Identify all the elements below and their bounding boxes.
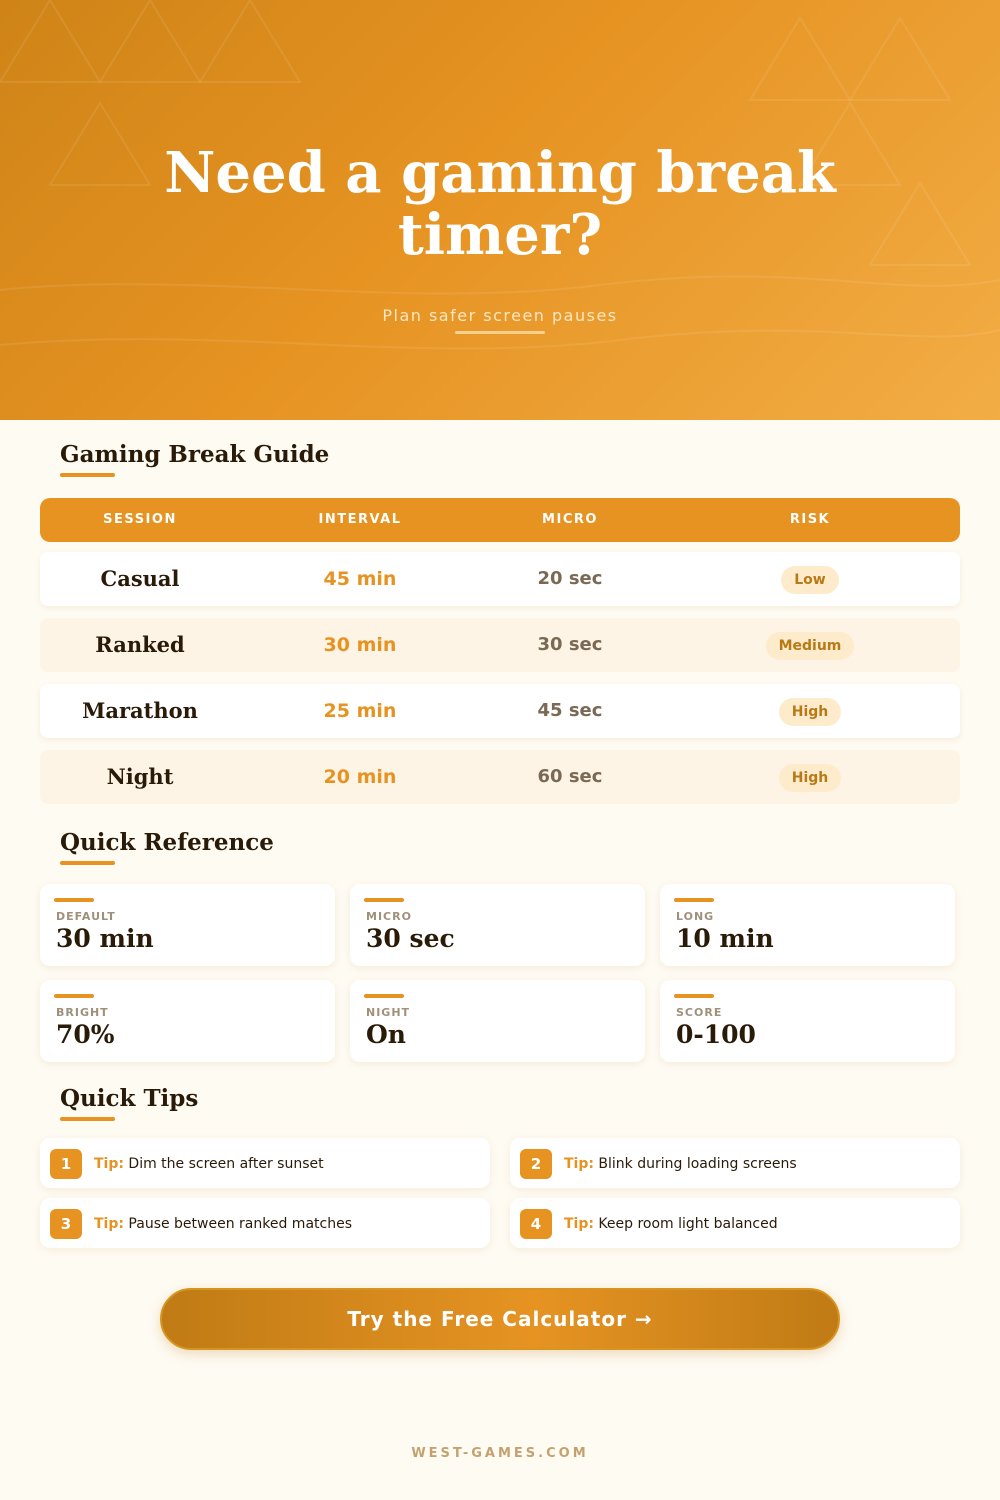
tip-prefix: Tip: — [94, 1216, 124, 1232]
tips-title-underline — [60, 1117, 115, 1121]
hero-subtitle: Plan safer screen pauses — [382, 306, 618, 325]
tip-body: Keep room light balanced — [598, 1216, 778, 1232]
tip-body: Dim the screen after sunset — [128, 1156, 324, 1172]
session-cell: Casual — [100, 566, 180, 591]
tip-number-badge: 2 — [520, 1149, 552, 1179]
hero-divider — [455, 331, 545, 334]
tip-number-badge: 4 — [520, 1209, 552, 1239]
card-label: LONG — [676, 910, 715, 923]
card-value: On — [366, 1020, 406, 1049]
risk-cell — [710, 618, 910, 672]
hero-title: Need a gaming break timer? — [164, 140, 836, 268]
reference-card-default — [40, 884, 335, 966]
tip-text — [564, 1138, 797, 1188]
card-accent-bar — [54, 994, 94, 998]
column-header-risk: RISK — [789, 512, 831, 527]
session-cell: Ranked — [95, 632, 185, 657]
card-label: NIGHT — [366, 1006, 411, 1019]
column-header-session: SESSION — [103, 512, 177, 527]
session-cell: Marathon — [82, 698, 198, 723]
table-row — [40, 684, 960, 738]
tip-text — [564, 1198, 778, 1248]
guide-table-header — [40, 498, 960, 542]
tips-title: Quick Tips — [60, 1085, 199, 1112]
tip-number-badge: 3 — [50, 1209, 82, 1239]
risk-badge: Low — [781, 566, 838, 594]
risk-cell — [710, 552, 910, 606]
card-value: 10 min — [676, 924, 774, 953]
interval-cell: 20 min — [323, 766, 397, 788]
guide-title: Gaming Break Guide — [60, 441, 330, 468]
guide-title-underline — [60, 473, 115, 477]
tip-item — [510, 1198, 960, 1248]
interval-cell: 25 min — [323, 700, 397, 722]
reference-title: Quick Reference — [60, 829, 274, 856]
risk-badge: Medium — [766, 632, 855, 660]
table-row — [40, 618, 960, 672]
card-accent-bar — [54, 898, 94, 902]
reference-card-score — [660, 980, 955, 1062]
card-label: BRIGHT — [56, 1006, 109, 1019]
tip-number-badge: 1 — [50, 1149, 82, 1179]
reference-title-underline — [60, 861, 115, 865]
reference-card-night — [350, 980, 645, 1062]
tip-item — [40, 1138, 490, 1188]
micro-cell: 60 sec — [537, 766, 603, 787]
card-value: 70% — [56, 1020, 115, 1049]
risk-badge: High — [779, 698, 842, 726]
column-header-interval: INTERVAL — [318, 512, 402, 527]
tip-body: Pause between ranked matches — [128, 1216, 352, 1232]
risk-cell — [710, 684, 910, 738]
card-value: 30 min — [56, 924, 154, 953]
card-label: DEFAULT — [56, 910, 116, 923]
table-row — [40, 552, 960, 606]
interval-cell: 30 min — [323, 634, 397, 656]
card-accent-bar — [674, 898, 714, 902]
tip-prefix: Tip: — [94, 1156, 124, 1172]
column-header-micro: MICRO — [542, 512, 598, 527]
card-value: 0-100 — [676, 1020, 756, 1049]
card-accent-bar — [364, 994, 404, 998]
micro-cell: 30 sec — [537, 634, 603, 655]
risk-badge: High — [779, 764, 842, 792]
reference-card-bright — [40, 980, 335, 1062]
card-label: SCORE — [676, 1006, 723, 1019]
card-label: MICRO — [366, 910, 412, 923]
reference-card-micro — [350, 884, 645, 966]
tip-text — [94, 1138, 324, 1188]
tip-item — [510, 1138, 960, 1188]
micro-cell: 45 sec — [537, 700, 603, 721]
card-value: 30 sec — [366, 924, 455, 953]
tip-prefix: Tip: — [564, 1156, 594, 1172]
tip-text — [94, 1198, 352, 1248]
table-row — [40, 750, 960, 804]
session-cell: Night — [106, 764, 174, 789]
tip-item — [40, 1198, 490, 1248]
risk-cell — [710, 750, 910, 804]
footer-site-link[interactable]: WEST-GAMES.COM — [411, 1446, 589, 1461]
card-accent-bar — [364, 898, 404, 902]
tip-body: Blink during loading screens — [598, 1156, 797, 1172]
interval-cell: 45 min — [323, 568, 397, 590]
try-calculator-button[interactable]: Try the Free Calculator → — [160, 1288, 840, 1350]
hero-banner — [0, 0, 1000, 420]
tip-prefix: Tip: — [564, 1216, 594, 1232]
card-accent-bar — [674, 994, 714, 998]
reference-card-long — [660, 884, 955, 966]
micro-cell: 20 sec — [537, 568, 603, 589]
